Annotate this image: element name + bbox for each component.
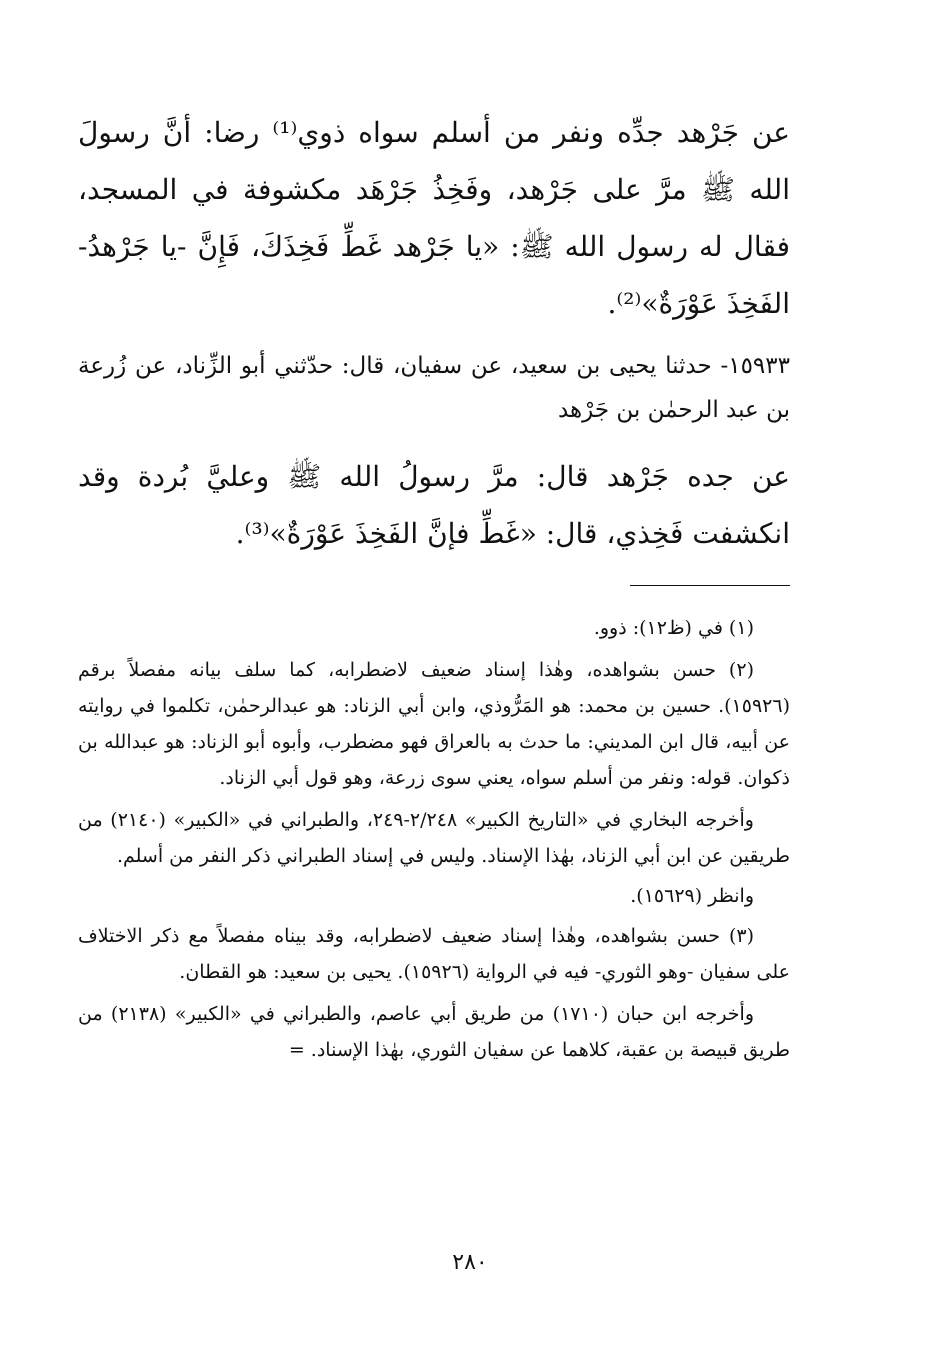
footnote: (٣) حسن بشواهده، وهٰذا إسناد ضعيف لاضطرابه، وقد بيناه مفصلاً مع ذكر الاختلاف على سفيان -وهو الثوري- فيه في الرواية (١٥٩٢٦). يحيى بن سعيد: هو القطان. [78, 925, 790, 983]
footnote-continuation: وأخرجه ابن حبان (١٧١٠) من طريق أبي عاصم، والطبراني في «الكبير» (٢١٣٨) من طريق قبيصة بن عقبة، كلاهما عن سفيان الثوري، بهٰذا الإسناد. = [78, 1003, 790, 1061]
footnote: (٢) حسن بشواهده، وهٰذا إسناد ضعيف لاضطرابه، كما سلف بيانه مفصلاً برقم (١٥٩٢٦). حسين بن محمد: هو المَرُّوذي، وابن أبي الزناد: هو عبدالرحمٰن، تكلموا في روايته عن أبيه، قال ابن المديني: ما حدث به بالعراق فهو مضطرب، وأبوه أبو الزناد: هو عبدالله بن ذكوان. قوله: ونفر من أسلم سواه، يعني سوى زرعة، وهو قول أبي الزناد. [78, 659, 790, 789]
hadith-text-paragraph: عن جده جَرْهد قال: مرَّ رسولُ الله ﷺ وعليَّ بُردة وقد انكشفت فَخِذي، قال: «غَطِّ فإنَّ الفَخِذَ عَوْرَةٌ»⁽³⁾. [78, 460, 790, 550]
footnote: (١) في (ظ١٢): ذوو. [593, 617, 754, 639]
footnote-continuation: وانظر (١٥٦٢٩). [630, 885, 754, 907]
footnote-continuation: وأخرجه البخاري في «التاريخ الكبير» ٢/٢٤٨-٢٤٩، والطبراني في «الكبير» (٢١٤٠) من طريقين عن ابن أبي الزناد، بهٰذا الإسناد. وليس في إسناد الطبراني ذكر النفر من أسلم. [78, 809, 790, 867]
hadith-text-paragraph: عن جَرْهد جدِّه ونفر من أسلم سواه ذوي⁽¹⁾ رضا: أنَّ رسولَ الله ﷺ مرَّ على جَرْهد، وفَخِذُ جَرْهَد مكشوفة في المسجد، فقال له رسول الله ﷺ: «يا جَرْهد غَطِّ فَخِذَكَ، فَإِنَّ -يا جَرْهدُ- الفَخِذَ عَوْرَةٌ»⁽²⁾. [78, 116, 790, 320]
footnotes [78, 610, 790, 1072]
hadith-isnad-paragraph: ١٥٩٣٣- حدثنا يحيى بن سعيد، عن سفيان، قال: حدّثني أبو الزِّناد، عن زُرعة بن عبد الرحمٰن بن جَرْهد [78, 353, 790, 423]
footnote-divider [630, 585, 790, 586]
page-number: ٢٨٠ [452, 1250, 488, 1275]
main-text [78, 104, 790, 574]
